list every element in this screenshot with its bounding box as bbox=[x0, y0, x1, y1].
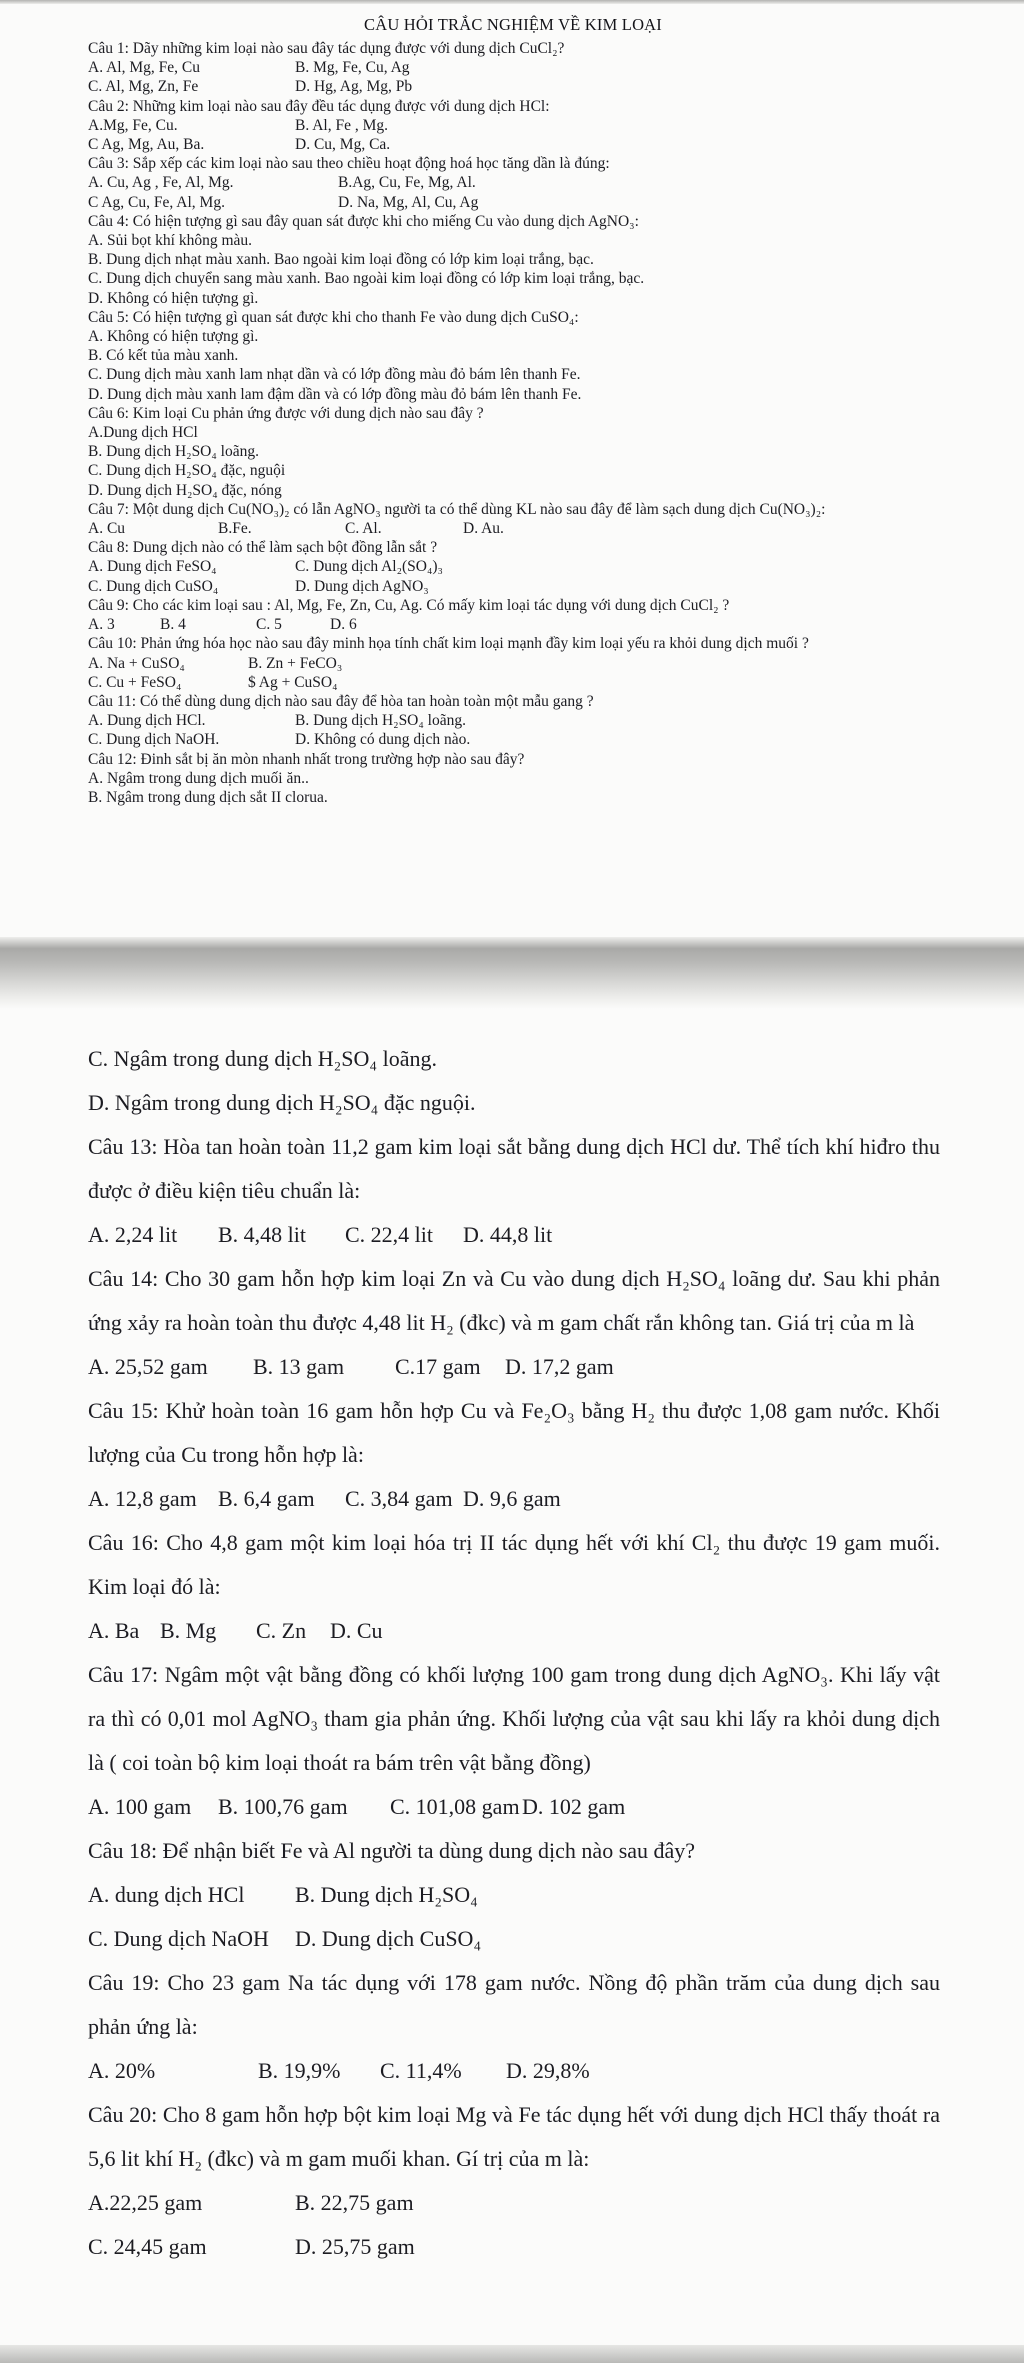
question-block bbox=[88, 1257, 940, 1389]
option: A. dung dịch HCl bbox=[88, 1882, 245, 1907]
option: B. 22,75 gam bbox=[295, 2190, 414, 2215]
option: D. 6 bbox=[330, 616, 357, 634]
option: C. 3,84 gam bbox=[345, 1486, 453, 1511]
question-text: Câu 3: Sắp xếp các kim loại nào sau theo chiều hoạt động hoá học tăng dần là đúng: bbox=[88, 155, 610, 173]
option: C. Dung dịch NaOH. bbox=[88, 731, 220, 749]
question-block bbox=[88, 39, 938, 97]
option: D. 9,6 gam bbox=[463, 1486, 561, 1511]
question-block bbox=[88, 1961, 940, 2093]
option: D. Không có dung dịch nào. bbox=[295, 731, 471, 749]
question-text: Câu 2: Những kim loại nào sau đây đều tác dụng được với dung dịch HCl: bbox=[88, 97, 550, 115]
option: D. 25,75 gam bbox=[295, 2234, 415, 2259]
option: C. Ngâm trong dung dịch H₂SO₄ loãng. bbox=[88, 1046, 437, 1071]
question-block bbox=[88, 1521, 940, 1653]
question-text: Câu 9: Cho các kim loại sau : Al, Mg, Fe, Zn, Cu, Ag. Có mấy kim loại tác dụng với dung dịch CuCl₂ ? bbox=[88, 596, 730, 614]
option: A. Al, Mg, Fe, Cu bbox=[88, 59, 200, 77]
question-text: Câu 17: Ngâm một vật bằng đồng có khối lượng 100 gam trong dung dịch AgNO₃. Khi lấy vật ra thì có 0,01 mol AgNO₃ tham gia phản ứng. Khối lượng của vật sau khi lấy ra khỏi dung dịch là ( coi toàn bộ kim loại thoát ra bám trên vật bằng đồng) bbox=[88, 1662, 940, 1775]
options-group bbox=[88, 2049, 940, 2093]
page-separator bbox=[0, 937, 1024, 1009]
option: A. Na + CuSO₄ bbox=[88, 654, 185, 672]
options-group bbox=[88, 1873, 940, 1961]
options-group bbox=[88, 1213, 940, 1257]
question-block bbox=[88, 154, 938, 212]
options-group bbox=[88, 519, 938, 538]
option: C. 22,4 lit bbox=[345, 1222, 434, 1247]
page-1-body bbox=[88, 39, 938, 807]
option: B.Fe. bbox=[218, 520, 252, 538]
options-group bbox=[88, 116, 938, 154]
option: D. Hg, Ag, Mg, Pb bbox=[295, 78, 413, 96]
option: D. Không có hiện tượng gì. bbox=[88, 289, 259, 307]
options-group bbox=[88, 1037, 940, 1125]
option: C. Dung dịch chuyển sang màu xanh. Bao ngoài kim loại đồng có lớp kim loại trắng, bạc. bbox=[88, 270, 645, 288]
option: C.17 gam bbox=[395, 1354, 481, 1379]
option: C. Dung dịch CuSO₄ bbox=[88, 577, 219, 595]
question-block bbox=[88, 538, 938, 596]
option: B. Mg, Fe, Cu, Ag bbox=[295, 59, 410, 77]
option: A. 12,8 gam bbox=[88, 1486, 197, 1511]
option: A.Dung dịch HCl bbox=[88, 424, 198, 442]
option: B. Ngâm trong dung dịch sắt II clorua. bbox=[88, 788, 328, 806]
question-block bbox=[88, 308, 938, 404]
question-block bbox=[88, 692, 938, 750]
option: B. Có kết tủa màu xanh. bbox=[88, 347, 239, 365]
page-1 bbox=[0, 4, 1024, 937]
option: A. 20% bbox=[88, 2058, 156, 2083]
option: D. 102 gam bbox=[522, 1794, 626, 1819]
option: D. Cu, Mg, Ca. bbox=[295, 136, 391, 154]
option: D. Dung dịch màu xanh lam đậm dần và có lớp đồng màu đỏ bám lên thanh Fe. bbox=[88, 385, 582, 403]
question-block bbox=[88, 404, 938, 500]
option: A. 3 bbox=[88, 616, 115, 634]
options-group bbox=[88, 423, 938, 500]
option: D. Cu bbox=[330, 1618, 383, 1643]
option: $ Ag + CuSO₄ bbox=[248, 673, 338, 691]
option: B. 13 gam bbox=[253, 1354, 345, 1379]
option: C. 24,45 gam bbox=[88, 2234, 207, 2259]
options-group bbox=[88, 1477, 940, 1521]
option: B. Zn + FeCO₃ bbox=[248, 654, 343, 672]
document-title: CÂU HỎI TRẮC NGHIỆM VỀ KIM LOẠI bbox=[364, 15, 662, 34]
question-block bbox=[88, 1389, 940, 1521]
option: B. Dung dịch H₂SO₄ loãng. bbox=[88, 443, 259, 461]
option: D. Na, Mg, Al, Cu, Ag bbox=[338, 193, 479, 211]
option: D. Dung dịch H₂SO₄ đặc, nóng bbox=[88, 481, 282, 499]
options-group bbox=[88, 58, 938, 96]
option: A. Sủi bọt khí không màu. bbox=[88, 232, 253, 250]
question-block bbox=[88, 596, 938, 634]
options-group bbox=[88, 615, 938, 634]
option: A. 25,52 gam bbox=[88, 1354, 208, 1379]
question-text: Câu 18: Để nhận biết Fe và Al người ta dùng dung dịch nào sau đây? bbox=[88, 1838, 696, 1863]
option: D. 17,2 gam bbox=[505, 1354, 614, 1379]
question-block bbox=[88, 750, 938, 808]
scan-bottom-edge bbox=[0, 2345, 1024, 2363]
question-block bbox=[88, 1125, 940, 1257]
question-text: Câu 1: Dãy những kim loại nào sau đây tác dụng được với dung dịch CuCl₂? bbox=[88, 40, 565, 57]
question-block bbox=[88, 634, 938, 692]
option: C. 5 bbox=[256, 616, 282, 634]
option: A. Dung dịch FeSO₄ bbox=[88, 558, 217, 576]
options-group bbox=[88, 2181, 940, 2269]
question-block bbox=[88, 2093, 940, 2269]
option: B. 19,9% bbox=[258, 2058, 341, 2083]
question-text: Câu 7: Một dung dịch Cu(NO₃)₂ có lẫn AgNO₃ người ta có thể dùng KL nào sau đây để làm sạch dung dịch Cu(NO₃)₂: bbox=[88, 500, 826, 518]
options-group bbox=[88, 231, 938, 308]
option: A. 100 gam bbox=[88, 1794, 192, 1819]
option: C. Al, Mg, Zn, Fe bbox=[88, 78, 199, 96]
options-group bbox=[88, 557, 938, 595]
option: A. Ba bbox=[88, 1618, 140, 1643]
options-group bbox=[88, 1785, 940, 1829]
question-continuation bbox=[88, 1037, 940, 1125]
option: A. Ngâm trong dung dịch muối ăn.. bbox=[88, 769, 309, 787]
option: C. Al. bbox=[345, 520, 382, 538]
option: C. Cu + FeSO₄ bbox=[88, 673, 182, 691]
option: C. 101,08 gam bbox=[390, 1794, 520, 1819]
options-group bbox=[88, 1609, 940, 1653]
option: C. Dung dịch NaOH bbox=[88, 1926, 269, 1951]
option: B. 100,76 gam bbox=[218, 1794, 348, 1819]
question-block bbox=[88, 1653, 940, 1829]
options-group bbox=[88, 1345, 940, 1389]
question-text: Câu 10: Phản ứng hóa học nào sau đây minh họa tính chất kim loại mạnh đầy kim loại yếu ra khỏi dung dịch muối ? bbox=[88, 635, 809, 653]
option: D. 29,8% bbox=[506, 2058, 590, 2083]
option: A.Mg, Fe, Cu. bbox=[88, 116, 178, 134]
option: B. Dung dịch nhạt màu xanh. Bao ngoài kim loại đồng có lớp kim loại trắng, bạc. bbox=[88, 251, 594, 269]
question-text: Câu 20: Cho 8 gam hỗn hợp bột kim loại Mg và Fe tác dụng hết với dung dịch HCl thấy thoát ra 5,6 lit khí H₂ (đkc) và m gam muối khan. Gí trị của m là: bbox=[88, 2102, 940, 2171]
options-group bbox=[88, 173, 938, 211]
option: A. Cu bbox=[88, 520, 126, 538]
option: B. Dung dịch H₂SO₄ bbox=[295, 1882, 478, 1907]
options-group bbox=[88, 327, 938, 404]
page-2-body bbox=[88, 1037, 940, 2269]
option: B. Al, Fe , Mg. bbox=[295, 116, 389, 134]
question-block bbox=[88, 212, 938, 308]
option: C Ag, Cu, Fe, Al, Mg. bbox=[88, 193, 225, 211]
question-text: Câu 5: Có hiện tượng gì quan sát được khi cho thanh Fe vào dung dịch CuSO₄: bbox=[88, 308, 579, 326]
option: B.Ag, Cu, Fe, Mg, Al. bbox=[338, 174, 476, 192]
option: C. Dung dịch H₂SO₄ đặc, nguội bbox=[88, 462, 286, 480]
option: A. Dung dịch HCl. bbox=[88, 712, 206, 730]
option: A. Cu, Ag , Fe, Al, Mg. bbox=[88, 174, 234, 192]
option: B. 4 bbox=[160, 616, 186, 634]
option: B. Dung dịch H₂SO₄ loãng. bbox=[295, 712, 466, 730]
question-block bbox=[88, 97, 938, 155]
option: C. 11,4% bbox=[380, 2058, 462, 2083]
options-group bbox=[88, 654, 938, 692]
question-text: Câu 16: Cho 4,8 gam một kim loại hóa trị II tác dụng hết với khí Cl₂ thu được 19 gam muối. Kim loại đó là: bbox=[88, 1530, 940, 1599]
option: C. Zn bbox=[256, 1618, 307, 1643]
option: D. Dung dịch AgNO₃ bbox=[295, 577, 429, 595]
option: B. 4,48 lit bbox=[218, 1222, 307, 1247]
option: C. Dung dịch Al₂(SO₄)₃ bbox=[295, 558, 443, 576]
option: C. Dung dịch màu xanh lam nhạt dần và có lớp đồng màu đỏ bám lên thanh Fe. bbox=[88, 366, 581, 384]
question-text: Câu 6: Kim loại Cu phản ứng được với dung dịch nào sau đây ? bbox=[88, 404, 484, 422]
option: A. Không có hiện tượng gì. bbox=[88, 328, 259, 346]
option: D. Au. bbox=[463, 520, 504, 538]
question-text: Câu 13: Hòa tan hoàn toàn 11,2 gam kim loại sắt bằng dung dịch HCl dư. Thể tích khí hiđro thu được ở điều kiện tiêu chuẩn là: bbox=[88, 1134, 940, 1203]
option: A. 2,24 lit bbox=[88, 1222, 178, 1247]
option: D. Dung dịch CuSO₄ bbox=[295, 1926, 482, 1951]
question-text: Câu 8: Dung dịch nào có thể làm sạch bột đồng lẫn sắt ? bbox=[88, 539, 438, 557]
question-text: Câu 12: Đinh sắt bị ăn mòn nhanh nhất trong trường hợp nào sau đây? bbox=[88, 750, 525, 768]
options-group bbox=[88, 769, 938, 807]
option: C Ag, Mg, Au, Ba. bbox=[88, 136, 205, 154]
option: B. Mg bbox=[160, 1618, 217, 1643]
option: B. 6,4 gam bbox=[218, 1486, 315, 1511]
options-group bbox=[88, 711, 938, 749]
question-text: Câu 4: Có hiện tượng gì sau đây quan sát được khi cho miếng Cu vào dung dịch AgNO₃: bbox=[88, 212, 639, 230]
question-text: Câu 15: Khử hoàn toàn 16 gam hỗn hợp Cu và Fe₂O₃ bằng H₂ thu được 1,08 gam nước. Khối lượng của Cu trong hỗn hợp là: bbox=[88, 1398, 940, 1467]
question-text: Câu 19: Cho 23 gam Na tác dụng với 178 gam nước. Nồng độ phần trăm của dung dịch sau phản ứng là: bbox=[88, 1970, 940, 2039]
question-text: Câu 14: Cho 30 gam hỗn hợp kim loại Zn và Cu vào dung dịch H₂SO₄ loãng dư. Sau khi phản ứng xảy ra hoàn toàn thu được 4,48 lit H₂ (đkc) và m gam chất rắn không tan. Giá trị của m là bbox=[88, 1266, 940, 1335]
question-block bbox=[88, 1829, 940, 1961]
option: D. Ngâm trong dung dịch H₂SO₄ đặc nguội. bbox=[88, 1090, 476, 1115]
option: A.22,25 gam bbox=[88, 2190, 203, 2215]
option: D. 44,8 lit bbox=[463, 1222, 553, 1247]
question-text: Câu 11: Có thể dùng dung dịch nào sau đây để hòa tan hoàn toàn một mẫu gang ? bbox=[88, 692, 594, 710]
page-2 bbox=[0, 1009, 1024, 2345]
question-block bbox=[88, 500, 938, 538]
